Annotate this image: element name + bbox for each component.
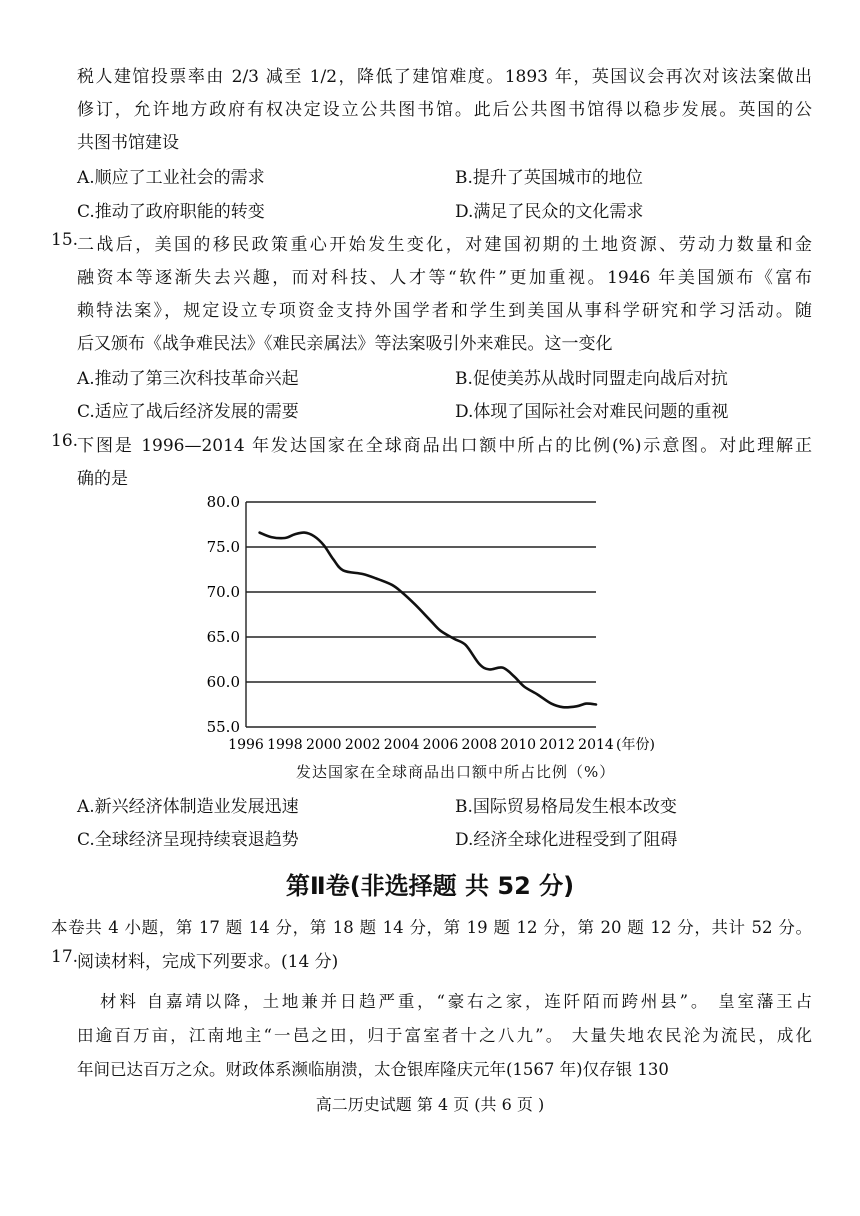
q14-option-d: D.满足了民众的文化需求 bbox=[455, 202, 644, 222]
x-tick-label: 2000 bbox=[305, 737, 342, 753]
q15-option-b: B.促使美苏从战时同盟走向战后对抗 bbox=[455, 369, 728, 389]
q14-option-c: C.推动了政府职能的转变 bbox=[77, 202, 265, 222]
q17-material-line-2: 田逾百万亩，江南地主“一邑之田，归于富室者十之八九”。 大量失地农民沦为流民，成化 bbox=[77, 1026, 812, 1045]
q15-line-1: 二战后，美国的移民政策重心开始发生变化，对建国初期的土地资源、劳动力数量和金 bbox=[77, 235, 812, 255]
q16-option-b: B.国际贸易格局发生根本改变 bbox=[455, 797, 677, 817]
section-2-title: 第Ⅱ卷(非选择题 共 52 分) bbox=[285, 872, 575, 900]
section-2-intro: 本卷共 4 小题，第 17 题 14 分，第 18 题 14 分，第 19 题 12 分，第 20 题 12 分，共计 52 分。 bbox=[51, 918, 812, 937]
q17-material-line-1: 材料 自嘉靖以降，土地兼并日趋严重，“豪右之家，连阡陌而跨州县”。 皇室藩王占 bbox=[100, 992, 812, 1011]
x-tick-label: 1996 bbox=[228, 737, 264, 753]
x-tick-label: 2012 bbox=[539, 737, 575, 753]
y-tick-label: 65.0 bbox=[206, 628, 240, 646]
y-tick-label: 75.0 bbox=[206, 538, 240, 556]
page-footer: 高二历史试题 第 4 页 (共 6 页 ) bbox=[315, 1095, 545, 1114]
q17-material-line-3: 年间已达百万之众。财政体系濒临崩溃，太仓银库隆庆元年(1567 年)仅存银 130 bbox=[77, 1060, 669, 1079]
q15-option-c: C.适应了战后经济发展的需要 bbox=[77, 402, 299, 422]
q16-option-a: A.新兴经济体制造业发展迅速 bbox=[77, 797, 299, 817]
x-tick-label: 2004 bbox=[383, 737, 420, 753]
chart-x-tick-labels bbox=[228, 737, 614, 753]
q14-option-b: B.提升了英国城市的地位 bbox=[455, 168, 643, 188]
x-tick-label: 2006 bbox=[422, 737, 459, 753]
q16-line-1: 下图是 1996—2014 年发达国家在全球商品出口额中所占的比例(%)示意图。对此理解正 bbox=[77, 436, 812, 456]
x-tick-label: 2002 bbox=[344, 737, 381, 753]
chart-y-tick-labels bbox=[207, 493, 240, 736]
y-tick-label: 80.0 bbox=[206, 493, 240, 511]
q15-line-4: 后又颁布《战争难民法》《难民亲属法》等法案吸引外来难民。这一变化 bbox=[77, 334, 613, 354]
q17-number: 17. bbox=[51, 947, 79, 967]
q14-option-a: A.顺应了工业社会的需求 bbox=[77, 168, 265, 188]
q16-number: 16. bbox=[51, 431, 79, 451]
x-tick-label: 1998 bbox=[267, 737, 303, 753]
x-tick-label: 2010 bbox=[500, 737, 537, 753]
q17-prompt: 阅读材料，完成下列要求。(14 分) bbox=[77, 952, 339, 972]
q15-option-d: D.体现了国际社会对难民问题的重视 bbox=[455, 402, 729, 422]
y-tick-label: 55.0 bbox=[206, 718, 240, 736]
y-tick-label: 60.0 bbox=[206, 673, 240, 691]
x-tick-label: 2008 bbox=[461, 737, 498, 753]
q15-line-3: 赖特法案》，规定设立专项资金支持外国学者和学生到美国从事科学研究和学习活动。随 bbox=[77, 301, 812, 321]
q15-line-2: 融资本等逐渐失去兴趣，而对科技、人才等“软件”更加重视。1946 年美国颁布《富布 bbox=[77, 268, 812, 288]
q16-option-c: C.全球经济呈现持续衰退趋势 bbox=[77, 830, 299, 850]
q16-line-2: 确的是 bbox=[77, 469, 128, 489]
q15-option-a: A.推动了第三次科技革命兴起 bbox=[77, 369, 299, 389]
chart-gridlines bbox=[246, 502, 596, 727]
chart-caption: 发达国家在全球商品出口额中所占比例（%） bbox=[296, 763, 616, 781]
q14-line-2: 修订，允许地方政府有权决定设立公共图书馆。此后公共图书馆得以稳步发展。英国的公 bbox=[77, 100, 812, 120]
q16-option-d: D.经济全球化进程受到了阻碍 bbox=[455, 830, 678, 850]
q14-line-1: 税人建馆投票率由 2/3 减至 1/2，降低了建馆难度。1893 年，英国议会再次对该法案做出 bbox=[77, 67, 812, 87]
q15-number: 15. bbox=[51, 230, 79, 250]
y-tick-label: 70.0 bbox=[206, 583, 240, 601]
chart-series-line bbox=[260, 533, 596, 708]
x-tick-label: 2014 bbox=[578, 737, 614, 753]
q14-line-3: 共图书馆建设 bbox=[77, 133, 179, 153]
chart-x-unit-label: (年份) bbox=[616, 737, 655, 753]
export-share-line-chart bbox=[200, 492, 670, 760]
